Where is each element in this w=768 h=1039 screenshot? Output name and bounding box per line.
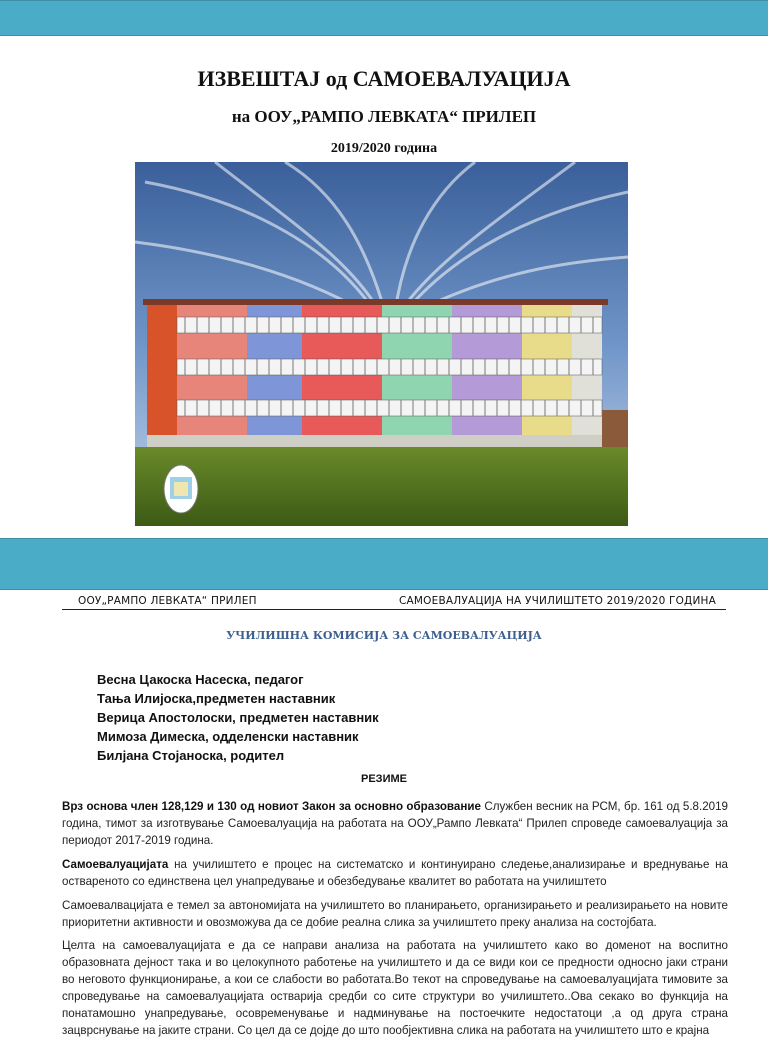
- committee-members-list: [97, 670, 379, 765]
- school-year: 2019/2020 година: [330, 141, 438, 156]
- paragraph-text: на училиштето е процес на систематско и континуирано следење,анализирање и вреднување на оствареното со единствена цел унапредување и обезбедување квалитет во работата на училиштето: [62, 858, 728, 888]
- page-header-document: САМОЕВАЛУАЦИЈА НА УЧИЛИШТЕТО 2019/2020 ГОДИНА: [399, 595, 716, 607]
- summary-paragraph-4: Целта на самоевалуацијата е да се направи анализа на работата на училиштето како во доменот на воспитно образовната дејност така и во целокупното работење на училиштето и да се види кои се предности односно јаки страни во неговото функционирање, а кои се слабости во работата.Во текот на спроведување на самоевалуацијата тимовите за спроведување на самоевалуацијата остварија средби со сите структури во училиштето..Ова секако во функција на понатамошно унапредување, осовременување и надминување на постоечките недостатоци ,а од друга страна зацврснување на јаките страни. Со цел да се дојде до што пообјективна слика на работата на училиштето што е крајна: [62, 939, 728, 1037]
- header-divider: [62, 609, 726, 610]
- committee-member: Мимоза Димеска, одделенски наставник: [97, 729, 359, 744]
- middle-color-band: [0, 538, 768, 590]
- committee-member: Билјана Стојаноска, родител: [97, 748, 285, 763]
- committee-member: Верица Апостолоски, предметен наставник: [97, 710, 379, 725]
- paragraph-text: Службен весник на РСМ, бр. 161 од 5.8.2019 година, тимот за изготвување Самоевалуација на работата на ООУ„Рампо Левката“ Прилеп спроведе самоевалуација за периодот 2017-2019 година.: [62, 800, 729, 847]
- legal-basis-text: Врз основа член 128,129 и 130 од новиот Закон за основно образование: [62, 800, 481, 813]
- school-logo: [164, 465, 198, 513]
- school-name: на ООУ„РАМПО ЛЕВКАТА“ ПРИЛЕП: [231, 107, 537, 126]
- page-header-school: ООУ„РАМПО ЛЕВКАТА“ ПРИЛЕП: [78, 595, 257, 607]
- top-color-band: [0, 0, 768, 36]
- summary-paragraph-3: Самоевалвацијата е темел за автономијата на училиштето во планирањето, организирањето и реализирањето на новите приоритетни активности и овозможува да се добие реална слика за училиштето преку анализа на состојбата.: [62, 899, 728, 929]
- committee-member: Тања Илијоска,предметен наставник: [97, 691, 336, 706]
- committee-member: Весна Цакоска Насеска, педагог: [97, 672, 304, 687]
- summary-paragraph-1: [62, 798, 728, 849]
- committee-heading: УЧИЛИШНА КОМИСИЈА ЗА САМОЕВАЛУАЦИЈА: [226, 629, 542, 642]
- summary-heading: РЕЗИМЕ: [361, 773, 407, 785]
- term-text: Самоевалуацијата: [62, 858, 169, 871]
- report-title: ИЗВЕШТАЈ од САМОЕВАЛУАЦИЈА: [197, 66, 571, 91]
- summary-paragraph-2: [62, 856, 728, 890]
- school-building-photo: [135, 162, 628, 526]
